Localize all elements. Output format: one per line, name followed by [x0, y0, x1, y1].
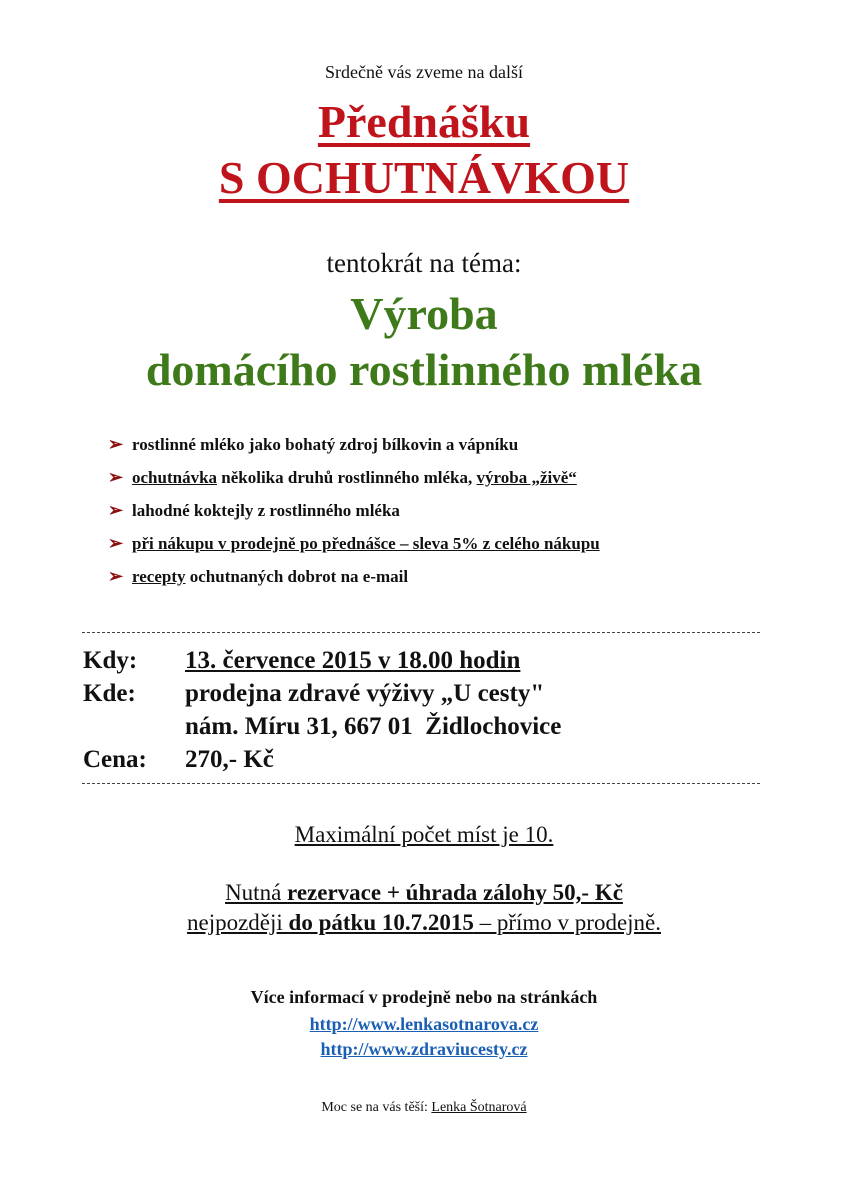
- where-line-2: nám. Míru 31, 667 01 Židlochovice: [185, 712, 562, 740]
- reservation-note: [0, 880, 848, 906]
- arrow-bullet-icon: ➢: [108, 467, 124, 487]
- deadline-suffix: – přímo v prodejně.: [473, 910, 662, 935]
- more-info-text: Více informací v prodejně nebo na stránkách: [250, 987, 598, 1007]
- theme-label: tentokrát na téma:: [326, 248, 522, 278]
- list-item-highlight: výroba „živě“: [476, 467, 577, 487]
- list-item-text: rostlinné mléko jako bohatý zdroj bílkovin a vápníku: [132, 434, 519, 454]
- deadline-note: [0, 910, 848, 936]
- arrow-bullet-icon: ➢: [108, 434, 124, 454]
- intro-text: Srdečně vás zveme na další: [325, 62, 523, 82]
- reservation-prefix: Nutná: [225, 880, 288, 905]
- list-item: [108, 428, 600, 461]
- list-item-highlight: ochutnávka: [132, 467, 218, 487]
- when-value: 13. července 2015 v 18.00 hodin: [185, 646, 521, 674]
- title-line-1: Přednášku: [317, 96, 531, 147]
- list-item: [108, 461, 600, 494]
- list-item-text: několika druhů rostlinného mléka,: [217, 467, 477, 487]
- title-line-2: S OCHUTNÁVKOU: [218, 152, 630, 203]
- where-line-1: prodejna zdravé výživy „U cesty": [185, 679, 545, 707]
- signature-prefix: Moc se na vás těší:: [321, 1100, 432, 1115]
- arrow-bullet-icon: ➢: [108, 533, 124, 553]
- topic-line-1: Výroba: [350, 288, 498, 339]
- website-link[interactable]: http://www.zdraviucesty.cz: [320, 1039, 528, 1059]
- arrow-bullet-icon: ➢: [108, 566, 124, 586]
- deadline-date: do pátku 10.7.2015: [288, 910, 474, 935]
- event-info: [83, 644, 561, 776]
- link-lenkasotnarova: [0, 1014, 848, 1035]
- signature-name: Lenka Šotnarová: [431, 1100, 527, 1115]
- where-label: Kde:: [83, 679, 136, 707]
- price-label: Cena:: [83, 745, 147, 773]
- list-item-highlight: při nákupu v prodejně po přednášce – sleva 5% z celého nákupu: [132, 533, 600, 553]
- info-row-where: [83, 677, 561, 710]
- list-item: [108, 560, 600, 593]
- list-item: [108, 527, 600, 560]
- info-row-address: [83, 710, 561, 743]
- info-row-when: [83, 644, 561, 677]
- topic-line-2: domácího rostlinného mléka: [145, 344, 703, 395]
- list-item-text: ochutnaných dobrot na e-mail: [185, 566, 409, 586]
- info-row-price: [83, 743, 561, 776]
- reservation-highlight: rezervace + úhrada zálohy 50,- Kč: [287, 880, 623, 905]
- arrow-bullet-icon: ➢: [108, 500, 124, 520]
- dashed-divider: [82, 632, 760, 633]
- list-item: [108, 494, 600, 527]
- list-item-highlight: recepty: [132, 566, 186, 586]
- link-zdraviucesty: [0, 1039, 848, 1060]
- list-item-text: lahodné koktejly z rostlinného mléka: [132, 500, 400, 520]
- dashed-divider: [82, 783, 760, 784]
- price-value: 270,- Kč: [185, 745, 274, 773]
- feature-list: [108, 428, 600, 593]
- capacity-note: Maximální počet míst je 10.: [294, 822, 554, 847]
- signature: [0, 1100, 848, 1116]
- deadline-prefix: nejpozději: [186, 910, 289, 935]
- when-label: Kdy:: [83, 646, 138, 674]
- website-link[interactable]: http://www.lenkasotnarova.cz: [309, 1014, 539, 1034]
